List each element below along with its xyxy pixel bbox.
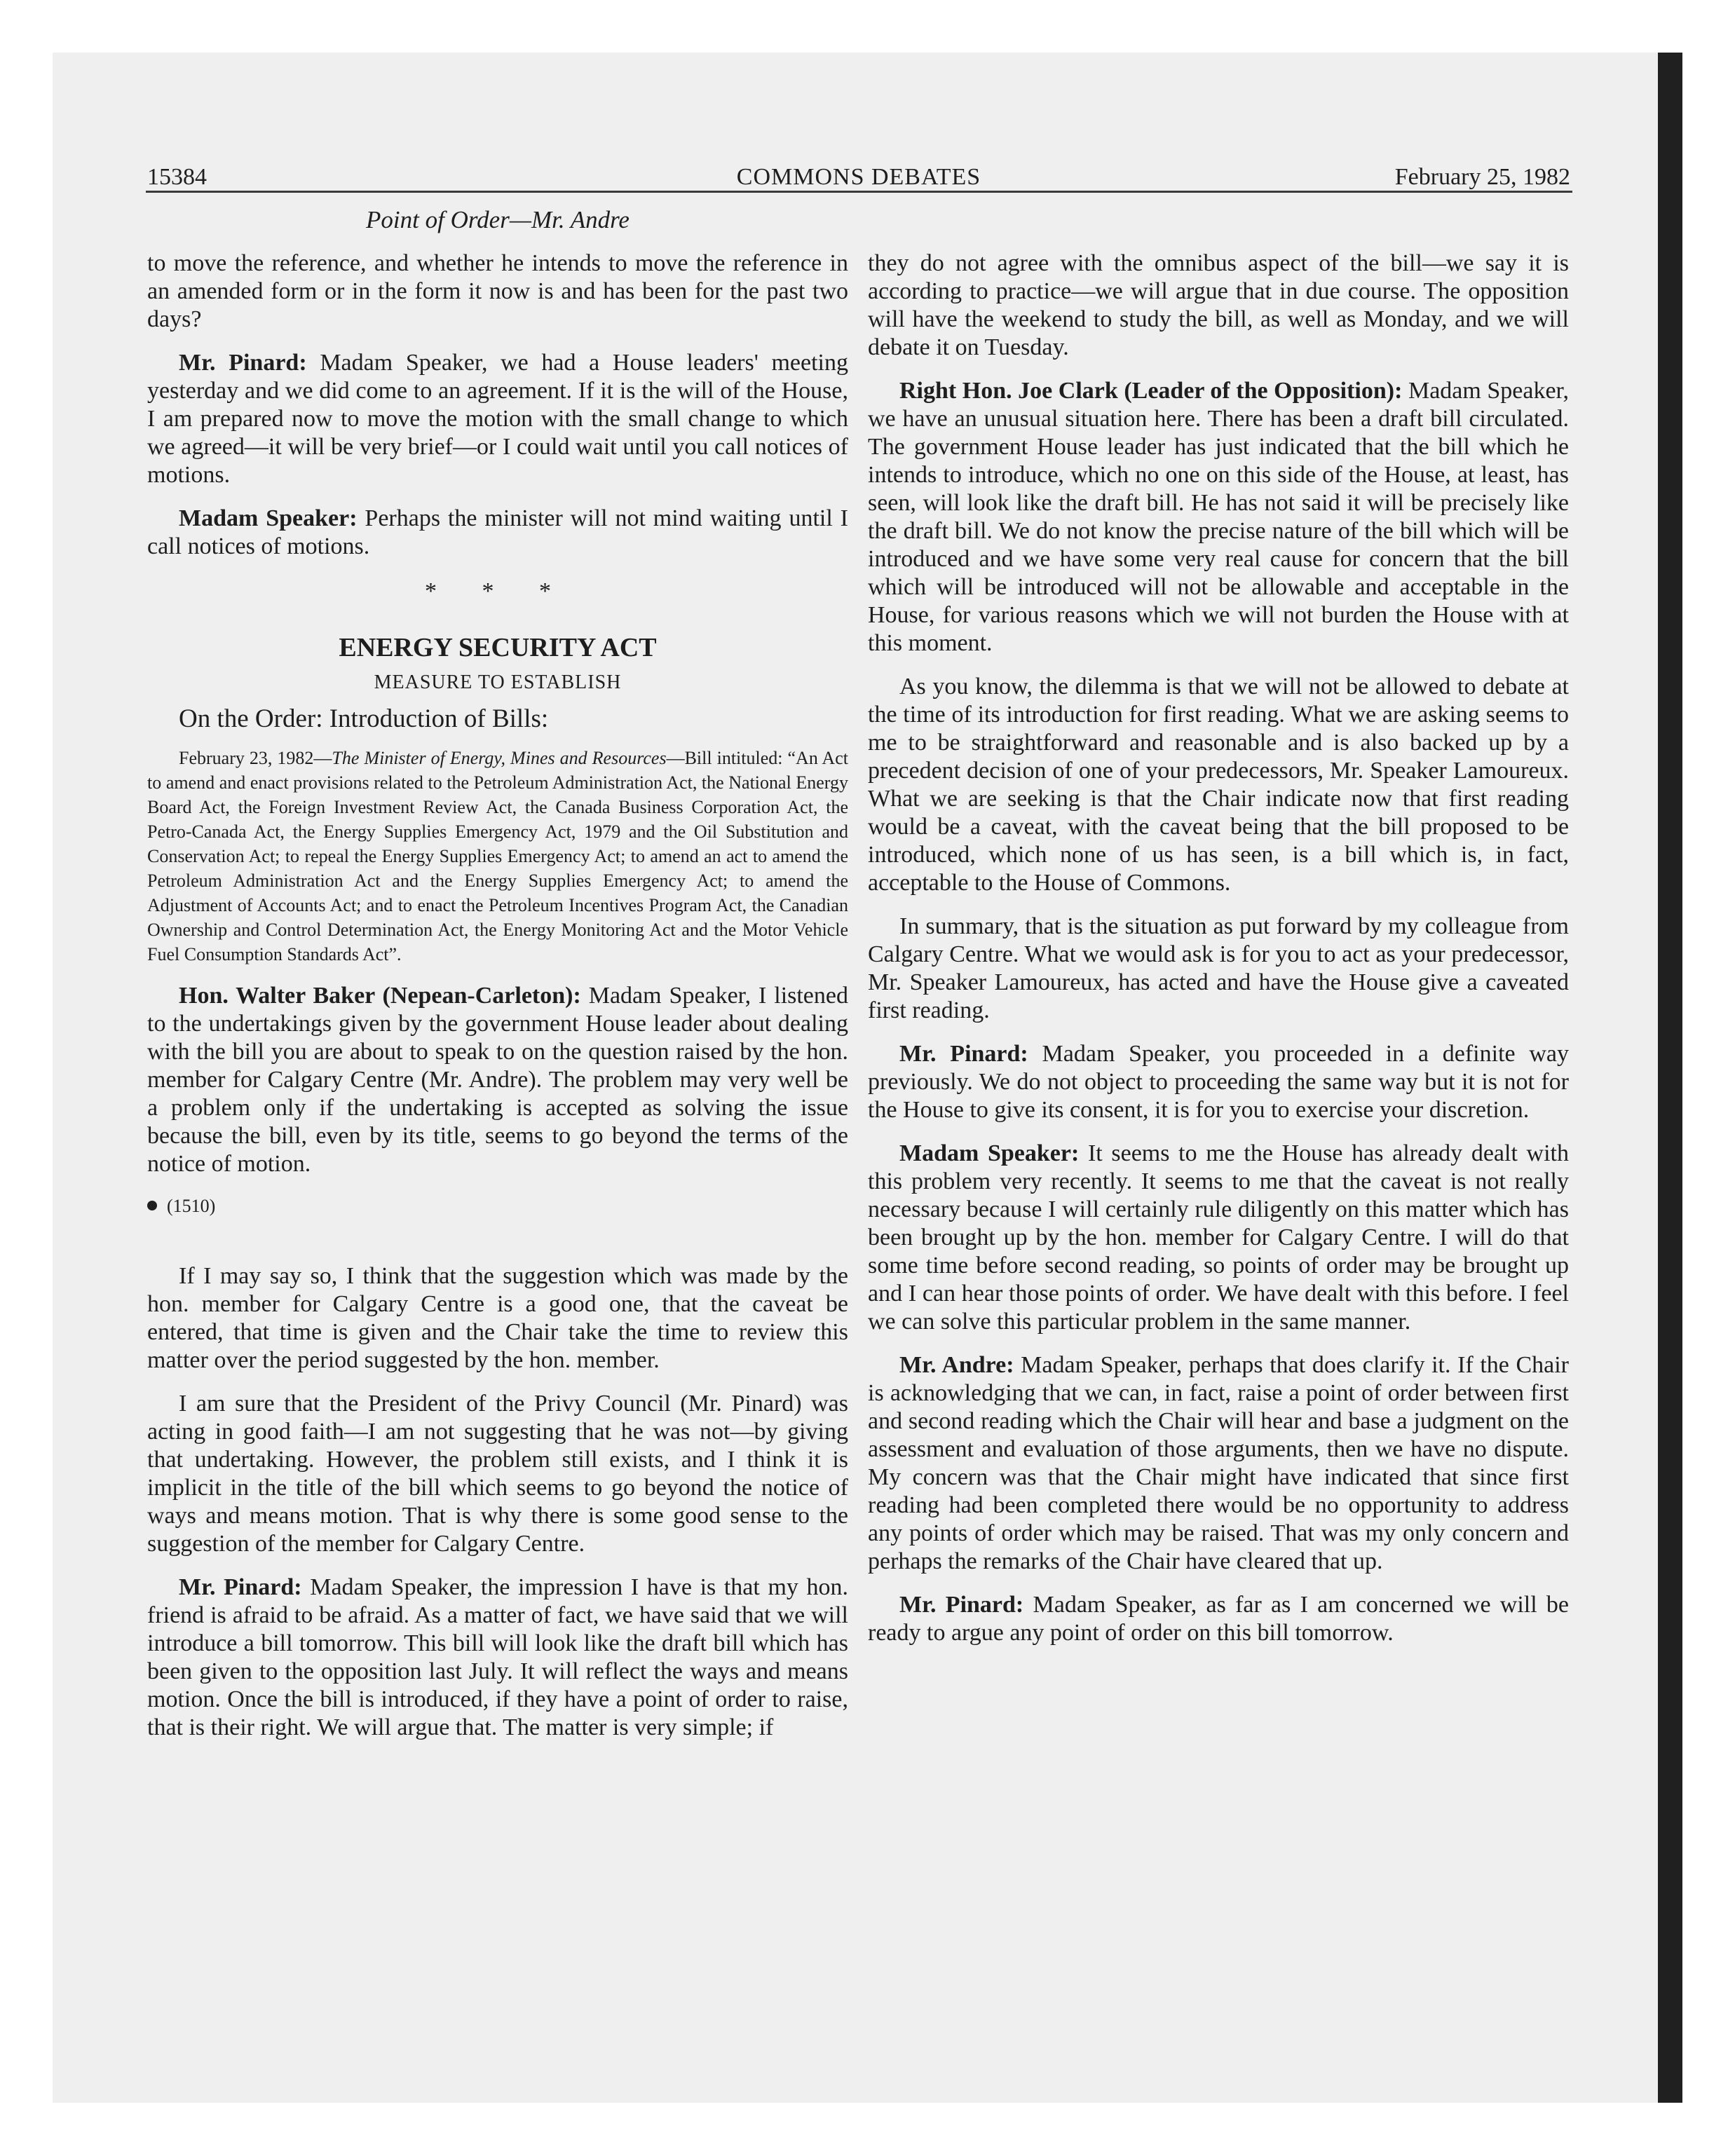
speaker-name: Mr. Andre: (899, 1352, 1014, 1378)
paragraph: If I may say so, I think that the suggestion which was made by the hon. member for Calgary Centre is a good one, that the caveat be entered, that time is given and the Chair take the time to review this matter over the period suggested by the hon. member. (147, 1263, 848, 1373)
speech-text: Madam Speaker, perhaps that does clarify it. If the Chair is acknowledging that we can, in fact, raise a point of order between first and second reading which the Chair will hear and base a judgment on the assessment and evaluation of those arguments, then we have no dispute. My concern was that the Chair might have indicated that since first reading had been completed there would be no opportunity to address any points of order which may be raised. That was my only concern and perhaps the remarks of the Chair have cleared that up. (868, 1352, 1570, 1574)
speaker-name: Mr. Pinard: (899, 1592, 1024, 1618)
speech-text: Madam Speaker, I listened to the undertakings given by the government House leader about dealing with the bill you are about to speak to on the question raised by the hon. member for Calgary Centre (Mr. Andre). The problem may very well be a problem only if the undertaking is accepted as solving the issue because the bill, even by its title, seems to go beyond the terms of the notice of motion. (147, 983, 848, 1177)
speech-text: Madam Speaker, we had a House leaders' meeting yesterday and we did come to an agreement. If it is the will of the House, I am prepared now to move the motion with the small change to which we agreed—it will be very brief—or I could wait until you call notices of motions. (147, 350, 849, 488)
speech-text: It seems to me the House has already dealt with this problem very recently. It seems to me that the caveat is not really necessary because I will certainly rule diligently on this matter which has been brought up by the hon. member for Calgary Centre. I will do that some time before second reading, so points of order may be brought up and I can hear those points of order. We have dealt with this before. I feel we can solve this particular problem in the same manner. (868, 1140, 1570, 1335)
speaker-name: Hon. Walter Baker (Nepean-Carleton): (179, 983, 581, 1009)
paragraph: As you know, the dilemma is that we will not be allowed to debate at the time of its introduction for first reading. What we are asking seems to me to be straightforward and reasonable and is also backed up by a precedent decision of one of your predecessors, Mr. Speaker Lamoureux. What we are seeking is that the Chair indicate now that first reading would be a caveat, with the caveat being that the bill proposed to be introduced, which none of us has seen, is a bill which is, in fact, acceptable to the House of Commons. (868, 674, 1569, 896)
bullet-icon (147, 1201, 157, 1210)
page-header (147, 160, 1570, 195)
paragraph: I am sure that the President of the Privy Council (Mr. Pinard) was acting in good faith—I am not suggesting that he was not—by giving that undertaking. However, the problem still exists, and I think it is implicit in the title of the bill which seems to go beyond the notice of ways and means motion. That is why there is some good sense to the suggestion of the member for Calgary Centre. (147, 1391, 848, 1557)
bill-notice (147, 746, 848, 967)
time-marker (147, 1194, 848, 1219)
paragraph (147, 349, 848, 489)
paragraph (868, 1040, 1569, 1124)
page-date: February 25, 1982 (1394, 164, 1570, 190)
section-separator: * * * (425, 578, 571, 604)
speaker-name: Mr. Pinard: (179, 1574, 302, 1600)
section-heading: ENERGY SECURITY ACT (339, 633, 657, 662)
paragraph (868, 377, 1569, 657)
speaker-name: Right Hon. Joe Clark (Leader of the Opposition): (899, 378, 1403, 404)
speech-text: Madam Speaker, the impression I have is that my hon. friend is afraid to be afraid. As a matter of fact, we have said that we will introduce a bill tomorrow. This bill will look like the draft bill which has been given to the opposition last July. It will reflect the ways and means motion. Once the bill is introduced, if they have a point of order to raise, that is their right. We will argue that. The matter is very simple; if (147, 1574, 848, 1740)
speech-text: Perhaps the minister will not mind waiting until I call notices of motions. (147, 505, 848, 559)
paragraph (868, 1591, 1569, 1647)
notice-minister: The Minister of Energy, Mines and Resources (332, 748, 667, 768)
speech-text: Madam Speaker, as far as I am concerned we will be ready to argue any point of order on this bill tomorrow. (868, 1592, 1570, 1646)
speaker-name: Mr. Pinard: (899, 1041, 1028, 1067)
header-rule (146, 191, 1572, 193)
time-marker-text: (1510) (167, 1196, 216, 1216)
paragraph (868, 1140, 1569, 1336)
order-of-business: On the Order: Introduction of Bills: (179, 704, 549, 733)
speech-text: Madam Speaker, you proceeded in a definite way previously. We do not object to proceeding the same way but it is not for the House to give its consent, it is for you to exercise your discretion. (868, 1041, 1570, 1123)
publication-title: COMMONS DEBATES (736, 164, 981, 190)
right-column (868, 250, 1569, 1663)
paragraph: In summary, that is the situation as put forward by my colleague from Calgary Centre. What we would ask is for you to act as your predecessor, Mr. Speaker Lamoureux, has acted and have the House give a caveated first reading. (868, 913, 1569, 1023)
speaker-name: Mr. Pinard: (179, 350, 307, 376)
binding-edge (1658, 53, 1682, 2103)
running-head: Point of Order—Mr. Andre (366, 206, 630, 233)
speaker-name: Madam Speaker: (899, 1140, 1080, 1166)
paragraph: to move the reference, and whether he intends to move the reference in an amended form or in the form it now is and has been for the past two days? (147, 250, 848, 332)
left-column (147, 250, 848, 1757)
notice-text: —Bill intituled: “An Act to amend and enact provisions related to the Petroleum Administration Act, the National Energy Board Act, the Foreign Investment Review Act, the Canada Business Corporation Act, the Petro-Canada Act, the Energy Supplies Emergency Act, 1979 and the Oil Substitution and Conservation Act; to repeal the Energy Supplies Emergency Act; to amend an act to amend the Petroleum Administration Act and the Energy Supplies Emergency Act; to amend the Adjustment of Accounts Act; and to enact the Petroleum Incentives Program Act, the Canadian Ownership and Control Determination Act, the Energy Monitoring Act and the Motor Vehicle Fuel Consumption Standards Act”. (147, 748, 848, 964)
paragraph (868, 1351, 1569, 1576)
paragraph: they do not agree with the omnibus aspect of the bill—we say it is according to practice—we will argue that in due course. The opposition will have the weekend to study the bill, as well as Monday, and we will debate it on Tuesday. (868, 250, 1569, 360)
section-subheading: MEASURE TO ESTABLISH (374, 671, 622, 693)
speaker-name: Madam Speaker: (179, 505, 358, 531)
notice-date: February 23, 1982— (179, 748, 332, 768)
paragraph (147, 982, 848, 1178)
paragraph (147, 505, 848, 561)
paragraph (147, 1574, 848, 1742)
page-number: 15384 (147, 164, 207, 190)
speech-text: Madam Speaker, we have an unusual situation here. There has been a draft bill circulated. The government House leader has just indicated that the bill which he intends to introduce, which no one on this side of the House, at least, has seen, will look like the draft bill. He has not said it will be precisely like the draft bill. We do not know the precise nature of the bill which will be introduced and we have some very real cause for concern that the bill which will be introduced will not be allowable and acceptable in the House, for various reasons which we will not burden the House with at this moment. (868, 378, 1570, 656)
